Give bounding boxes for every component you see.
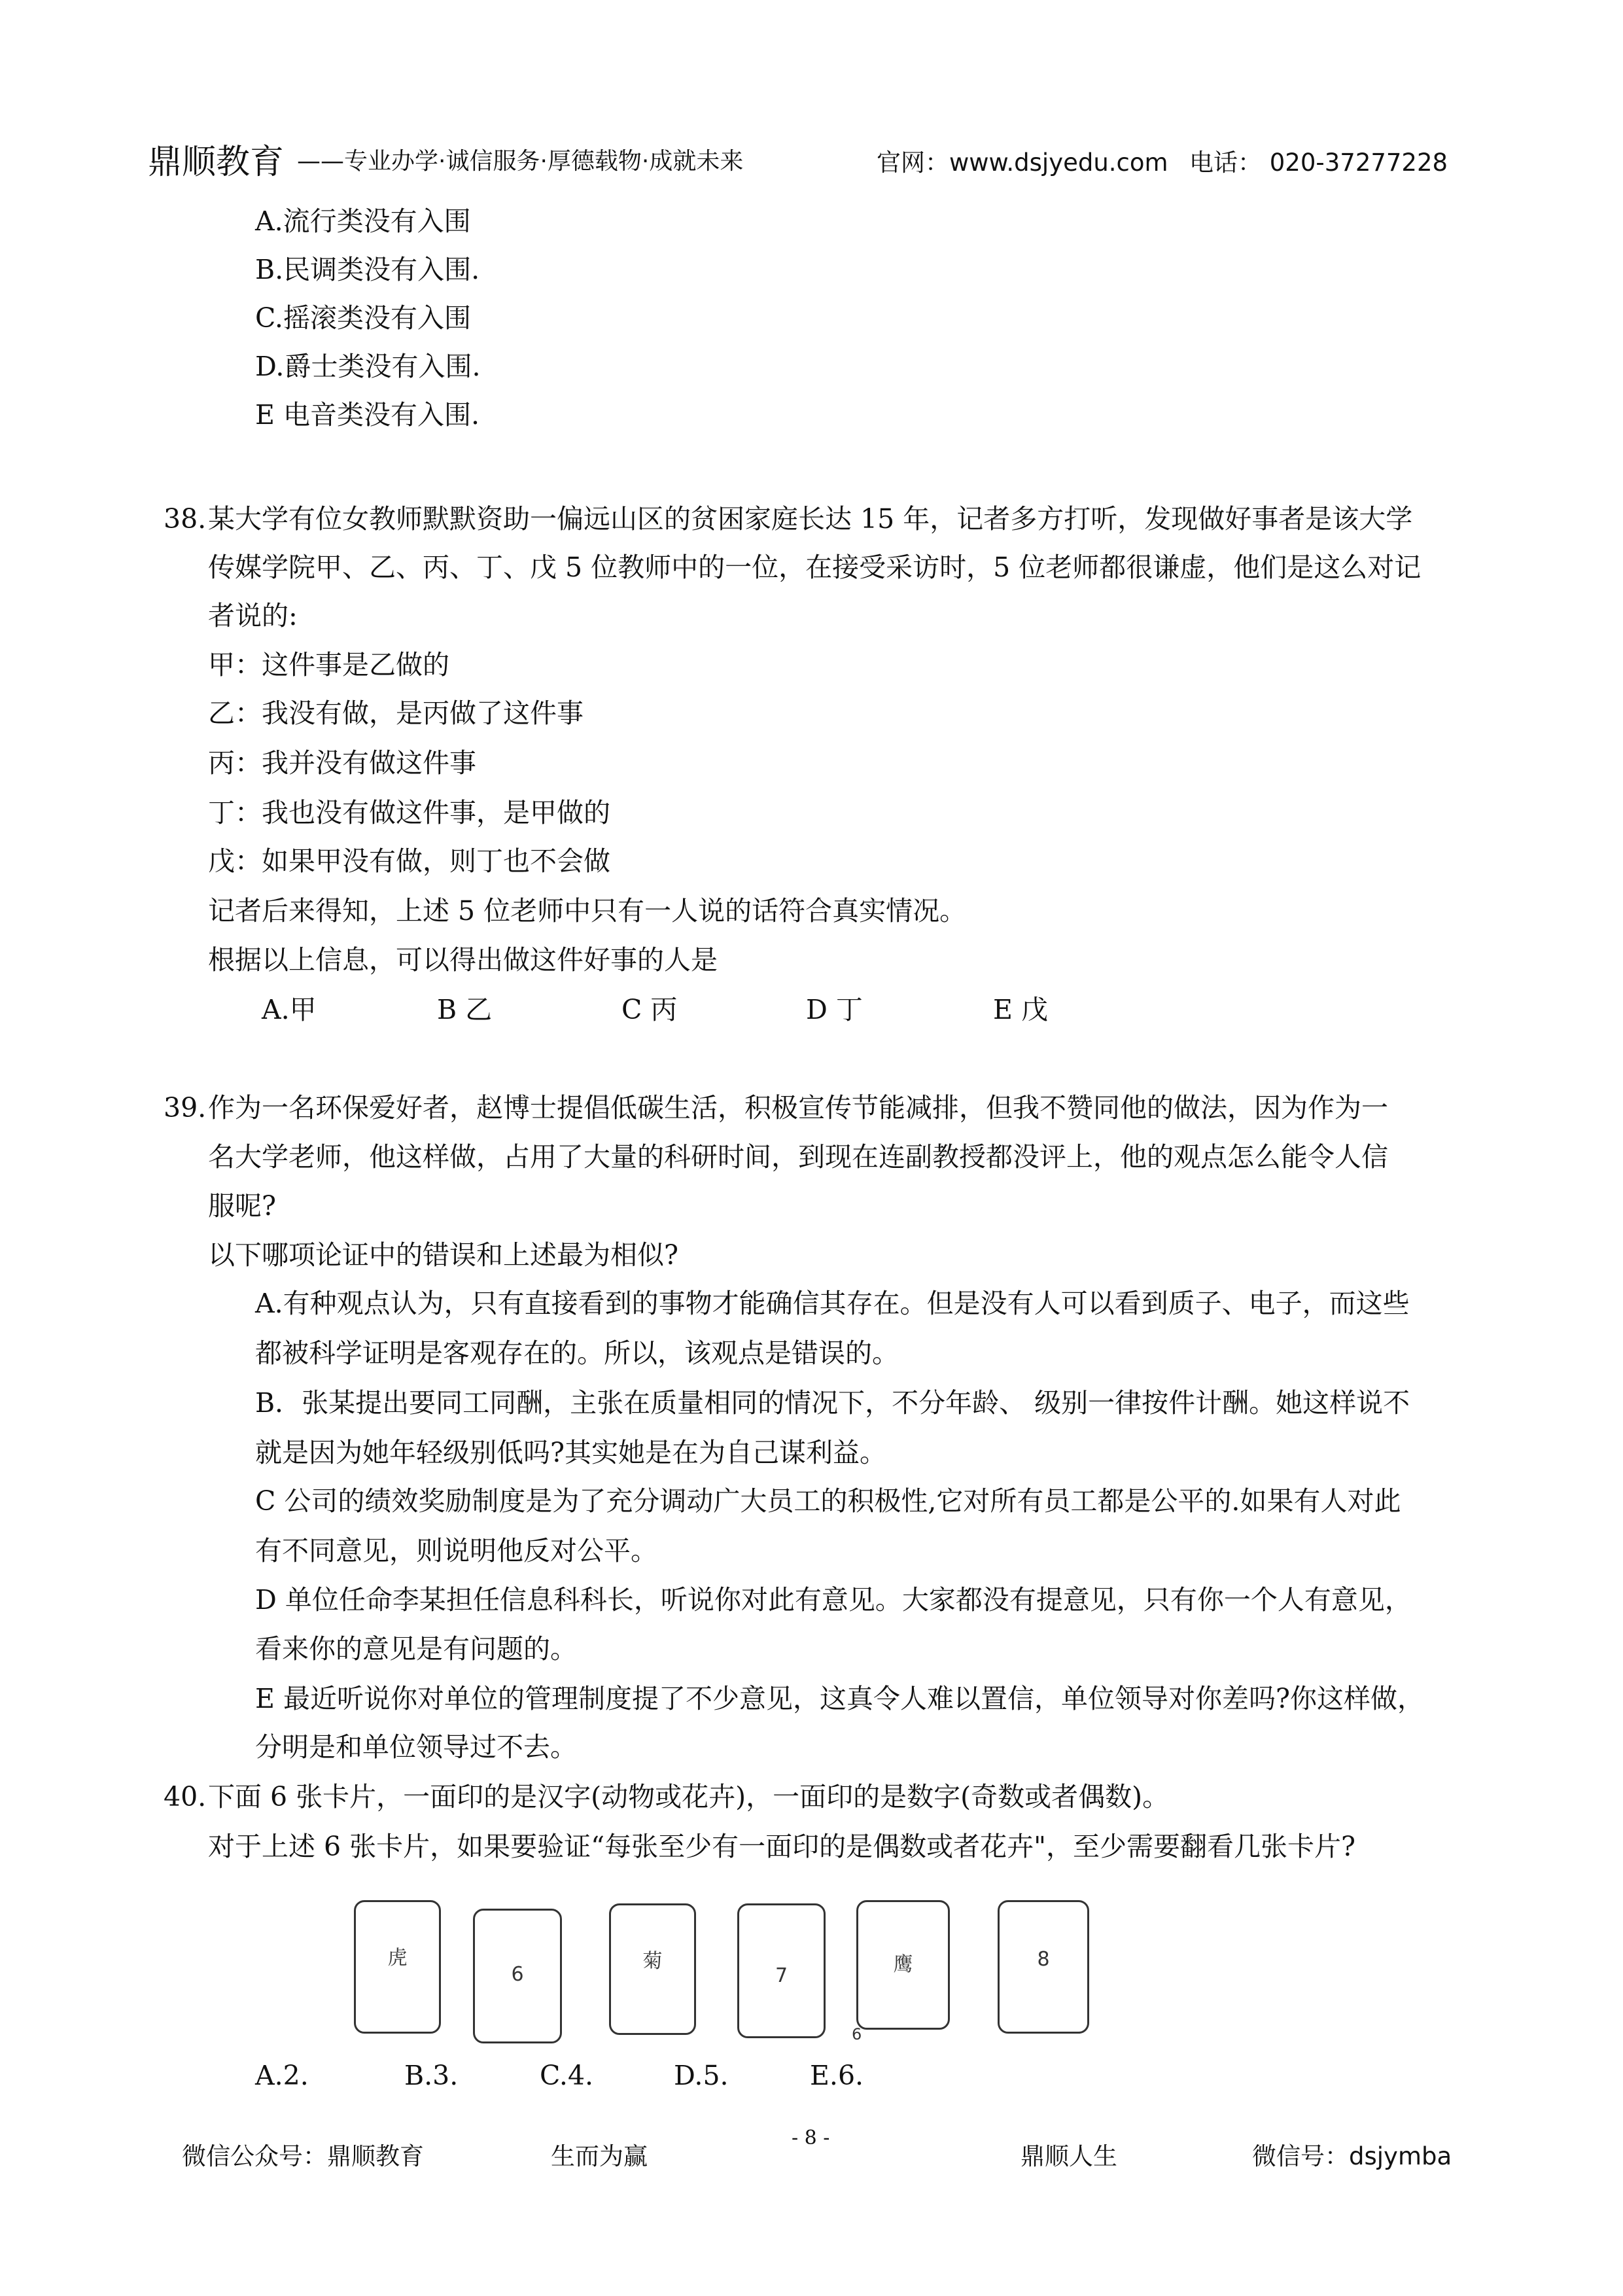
q37-option-b: B.民调类没有入围. bbox=[255, 254, 480, 285]
q39-option-line: 都被科学证明是客观存在的。所以，该观点是错误的。 bbox=[255, 1337, 899, 1369]
card-eagle bbox=[856, 1900, 950, 2030]
q40-number: 40. bbox=[164, 1781, 207, 1812]
card-eight-label: 8 bbox=[1037, 1948, 1050, 1971]
q39-option-line: A.有种观点认为，只有直接看到的事物才能确信其存在。但是没有人可以看到质子、电子，而这些 bbox=[255, 1288, 1410, 1319]
q39-option-line: C 公司的绩效奖励制度是为了充分调动广大员工的积极性,它对所有员工都是公平的.如果有人对此 bbox=[255, 1485, 1401, 1517]
q38-option-d: D 丁 bbox=[806, 994, 863, 1025]
q39-option-line: E 最近听说你对单位的管理制度提了不少意见，这真令人难以置信，单位领导对你差吗?你这样做， bbox=[255, 1683, 1424, 1714]
q38-stem-line: 者说的: bbox=[208, 600, 298, 631]
q37-option-c: C.摇滚类没有入围 bbox=[255, 302, 471, 334]
header-slogan: ——专业办学·诚信服务·厚德载物·成就未来 bbox=[297, 148, 744, 175]
q38-option-a: A.甲 bbox=[262, 994, 317, 1025]
q40-option-c: C.4. bbox=[540, 2060, 594, 2091]
footer-motto: 生而为赢 bbox=[551, 2142, 648, 2170]
q38-option-c: C 丙 bbox=[621, 994, 678, 1025]
card-eight bbox=[998, 1900, 1089, 2034]
card-seven-label: 7 bbox=[775, 1964, 788, 1987]
q40-option-b: B.3. bbox=[404, 2060, 459, 2091]
q39-question: 以下哪项论证中的错误和上述最为相似? bbox=[208, 1239, 678, 1271]
q40-option-a: A.2. bbox=[255, 2060, 309, 2091]
q39-option-line: D 单位任命李某担任信息科科长，听说你对此有意见。大家都没有提意见，只有你一个人有意见， bbox=[255, 1584, 1412, 1616]
q38-number: 38. bbox=[164, 503, 207, 535]
card-six bbox=[473, 1909, 562, 2043]
q39-option-line: B．张某提出要同工同酬，主张在质量相同的情况下，不分年龄、 级别一律按件计酬。她这样说不 bbox=[255, 1387, 1410, 1419]
footer-wechat-account: 微信公众号：鼎顺教育 bbox=[182, 2142, 424, 2170]
card-tiger bbox=[354, 1900, 441, 2034]
q38-statement: 乙：我没有做，是丙做了这件事 bbox=[208, 698, 584, 729]
card-eagle-label: 鹰 bbox=[893, 1953, 913, 1976]
q39-option-line: 看来你的意见是有问题的。 bbox=[255, 1633, 577, 1665]
q38-stem-line: 某大学有位女教师默默资助一偏远山区的贫困家庭长达 15 年，记者多方打听，发现做好事者是该大学 bbox=[208, 503, 1413, 535]
card-chrysanthemum-label: 菊 bbox=[642, 1950, 663, 1973]
q38-question: 根据以上信息，可以得出做这件好事的人是 bbox=[208, 944, 718, 976]
q37-option-e: E 电音类没有入围. bbox=[255, 399, 480, 431]
stray-mark: 6 bbox=[852, 2025, 862, 2043]
card-tiger-label: 虎 bbox=[387, 1947, 408, 1969]
q38-stem-line: 传媒学院甲、乙、丙、丁、戊 5 位教师中的一位，在接受采访时，5 位老师都很谦虚，他们是这么对记 bbox=[208, 552, 1422, 583]
q40-stem-line: 对于上述 6 张卡片，如果要验证“每张至少有一面印的是偶数或者花卉"，至少需要翻看几张卡片? bbox=[208, 1831, 1355, 1862]
page-number: - 8 - bbox=[792, 2127, 830, 2149]
q38-statement: 丁：我也没有做这件事，是甲做的 bbox=[208, 797, 610, 828]
q37-option-a: A.流行类没有入围 bbox=[255, 205, 471, 237]
q38-option-e: E 戊 bbox=[993, 994, 1048, 1025]
q40-option-e: E.6. bbox=[810, 2060, 864, 2091]
q39-option-line: 就是因为她年轻级别低吗?其实她是在为自己谋利益。 bbox=[255, 1437, 886, 1468]
q38-statement: 丙：我并没有做这件事 bbox=[208, 747, 476, 779]
footer-life: 鼎顺人生 bbox=[1021, 2142, 1117, 2170]
q39-number: 39. bbox=[164, 1092, 207, 1123]
q39-stem-line: 作为一名环保爱好者，赵博士提倡低碳生活，积极宣传节能减排，但我不赞同他的做法，因为作为一 bbox=[208, 1092, 1388, 1123]
card-six-label: 6 bbox=[511, 1963, 524, 1986]
card-seven bbox=[737, 1903, 826, 2038]
q39-option-line: 分明是和单位领导过不去。 bbox=[255, 1731, 577, 1763]
q40-option-d: D.5. bbox=[674, 2060, 729, 2091]
q40-stem-line: 下面 6 张卡片，一面印的是汉字(动物或花卉)，一面印的是数字(奇数或者偶数)。 bbox=[208, 1781, 1170, 1812]
q38-note: 记者后来得知，上述 5 位老师中只有一人说的话符合真实情况。 bbox=[208, 895, 967, 927]
q38-statement: 甲：这件事是乙做的 bbox=[208, 649, 449, 680]
header-phone: 电话： 020-37277228 bbox=[1189, 149, 1448, 177]
card-chrysanthemum bbox=[609, 1903, 696, 2035]
q39-stem-line: 服呢? bbox=[208, 1190, 276, 1222]
q39-option-line: 有不同意见，则说明他反对公平。 bbox=[255, 1535, 657, 1566]
header-website: 官网：www.dsjyedu.com bbox=[877, 149, 1168, 177]
q37-option-d: D.爵士类没有入围. bbox=[255, 351, 481, 382]
footer-wechat-id: 微信号：dsjymba bbox=[1252, 2142, 1452, 2170]
q38-option-b: B 乙 bbox=[437, 994, 493, 1025]
q39-stem-line: 名大学老师，他这样做，占用了大量的科研时间，到现在连副教授都没评上，他的观点怎么能令人信 bbox=[208, 1141, 1388, 1173]
header-brand: 鼎顺教育 bbox=[148, 143, 285, 182]
q38-statement: 戊：如果甲没有做，则丁也不会做 bbox=[208, 845, 610, 877]
